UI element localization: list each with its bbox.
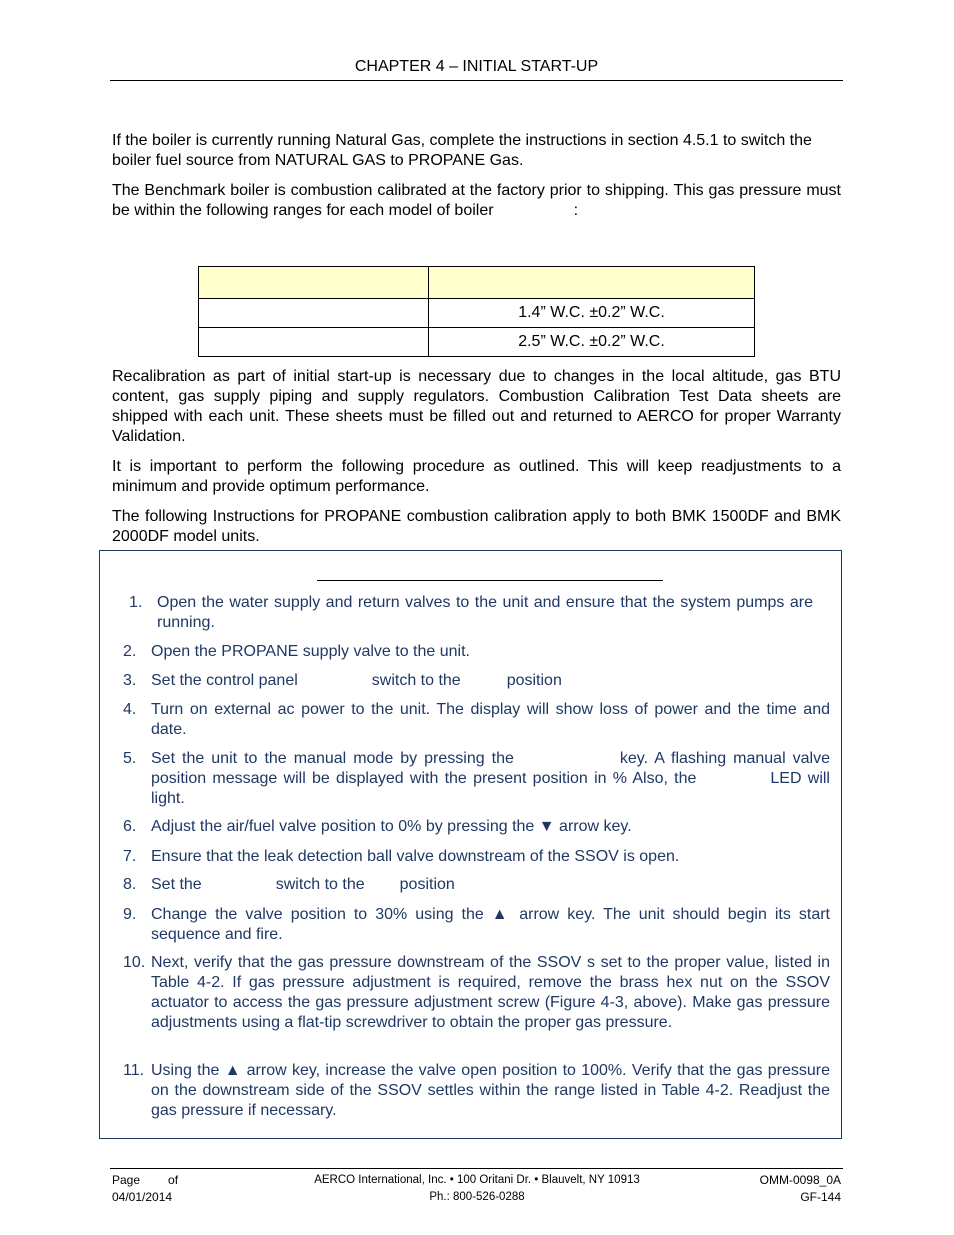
step-number: 2. <box>123 643 137 660</box>
step-text: Change the valve position to 30% using the ▲ arrow key. The unit should begin its start sequence and fire. <box>151 906 830 943</box>
gas-pressure-table <box>198 266 755 357</box>
table-cell-model <box>199 299 429 328</box>
step-number: 8. <box>123 876 137 893</box>
table-header-range <box>429 267 755 299</box>
step-number: 3. <box>123 672 137 689</box>
intro-paragraph-2-colon: : <box>573 202 579 219</box>
step-item <box>129 593 813 633</box>
step-text-part: switch to the <box>371 672 461 689</box>
step-number: 1. <box>129 594 143 611</box>
step-item <box>123 642 830 662</box>
propane-instructions-paragraph: The following Instructions for PROPANE combustion calibration apply to both BMK 1500DF and BMK 2000DF model units. <box>112 508 841 545</box>
footer-doc-id: OMM-0098_0A <box>759 1173 841 1187</box>
chapter-header: CHAPTER 4 – INITIAL START-UP <box>354 58 599 75</box>
step-text-part: Set the control panel <box>151 672 298 689</box>
step-text-part: Set the unit to the manual mode by pressing the <box>151 750 514 767</box>
intro-paragraph-2-text: The Benchmark boiler is combustion calibrated at the factory prior to shipping. This gas pressure must be within the following ranges for each model of boiler <box>112 182 841 219</box>
procedure-paragraph: It is important to perform the following procedure as outlined. This will keep readjustments to a minimum and provide optimum performance. <box>112 458 841 495</box>
footer-divider <box>110 1168 843 1169</box>
step-text: Adjust the air/fuel valve position to 0% by pressing the ▼ arrow key. <box>151 818 632 835</box>
intro-paragraph-1: If the boiler is currently running Natural Gas, complete the instructions in section 4.5.1 to switch the boiler fuel source from NATURAL GAS to PROPANE Gas. <box>112 132 812 169</box>
step-item <box>123 749 830 809</box>
step-number: 11. <box>123 1062 145 1079</box>
table-cell-range: 1.4” W.C. ±0.2” W.C. <box>429 299 755 328</box>
instruction-box-title-underline <box>317 580 663 581</box>
table-cell-range: 2.5” W.C. ±0.2” W.C. <box>429 328 755 357</box>
step-item <box>123 847 830 867</box>
step-text-part: switch to the <box>275 876 365 893</box>
table-header-row <box>199 267 755 299</box>
step-number: 7. <box>123 848 137 865</box>
footer-code: GF-144 <box>800 1190 841 1204</box>
step-number: 5. <box>123 750 137 767</box>
step-item <box>123 905 830 945</box>
step-number: 10. <box>123 954 146 971</box>
step-text: Open the PROPANE supply valve to the unit. <box>151 643 470 660</box>
step-item <box>123 671 830 691</box>
step-text-part: position <box>506 672 562 689</box>
step-item <box>123 1061 830 1121</box>
step-text-part: LED will light. <box>151 770 830 807</box>
footer-page-label: Page <box>112 1173 141 1187</box>
step-item <box>123 953 830 1033</box>
table-row <box>199 299 755 328</box>
table-row <box>199 328 755 357</box>
instruction-box <box>99 550 842 1139</box>
footer-phone: Ph.: 800-526-0288 <box>429 1191 525 1203</box>
step-text-part: key. A flashing manual valve position message will be displayed with the present position in % Also, the <box>151 750 831 787</box>
footer-of-label: of <box>168 1173 179 1187</box>
footer-date: 04/01/2014 <box>112 1190 173 1204</box>
footer-page-info <box>112 1172 178 1189</box>
step-item <box>123 875 830 895</box>
intro-paragraph-2 <box>112 181 841 221</box>
step-text <box>151 875 830 895</box>
step-text <box>151 749 830 809</box>
step-number: 4. <box>123 701 137 718</box>
step-text: Next, verify that the gas pressure downstream of the SSOV s set to the proper value, listed in Table 4-2. If gas pressure adjustment is required, remove the brass hex nut on the SSOV actuator to access the gas pressure adjustment screw (Figure 4-3, above). Make gas pressure adjustments using a flat-tip screwdriver to obtain the proper gas pressure. <box>151 954 830 1031</box>
step-item <box>123 817 830 837</box>
step-text <box>151 671 830 691</box>
table-header-model <box>199 267 429 299</box>
step-text-part: Set the <box>151 876 202 893</box>
step-text: Turn on external ac power to the unit. The display will show loss of power and the time and date. <box>151 701 830 738</box>
step-text: Open the water supply and return valves to the unit and ensure that the system pumps are running. <box>157 594 813 631</box>
step-item <box>123 700 830 740</box>
step-text: Ensure that the leak detection ball valve downstream of the SSOV is open. <box>151 848 680 865</box>
recalibration-paragraph: Recalibration as part of initial start-up is necessary due to changes in the local altitude, gas BTU content, gas supply piping and supply regulators. Combustion Calibration Test Data sheets are shipped with each unit. These sheets must be filled out and returned to AERCO for proper Warranty Validation. <box>112 368 841 445</box>
footer-company: AERCO International, Inc. • 100 Oritani Dr. • Blauvelt, NY 10913 <box>314 1174 640 1186</box>
step-number: 9. <box>123 906 137 923</box>
header-divider <box>110 80 843 81</box>
table-cell-model <box>199 328 429 357</box>
step-number: 6. <box>123 818 137 835</box>
step-text-part: position <box>399 876 455 893</box>
step-text: Using the ▲ arrow key, increase the valve open position to 100%. Verify that the gas pressure on the downstream side of the SSOV settles within the range listed in Table 4-2. Readjust the gas pressure if necessary. <box>151 1062 830 1119</box>
